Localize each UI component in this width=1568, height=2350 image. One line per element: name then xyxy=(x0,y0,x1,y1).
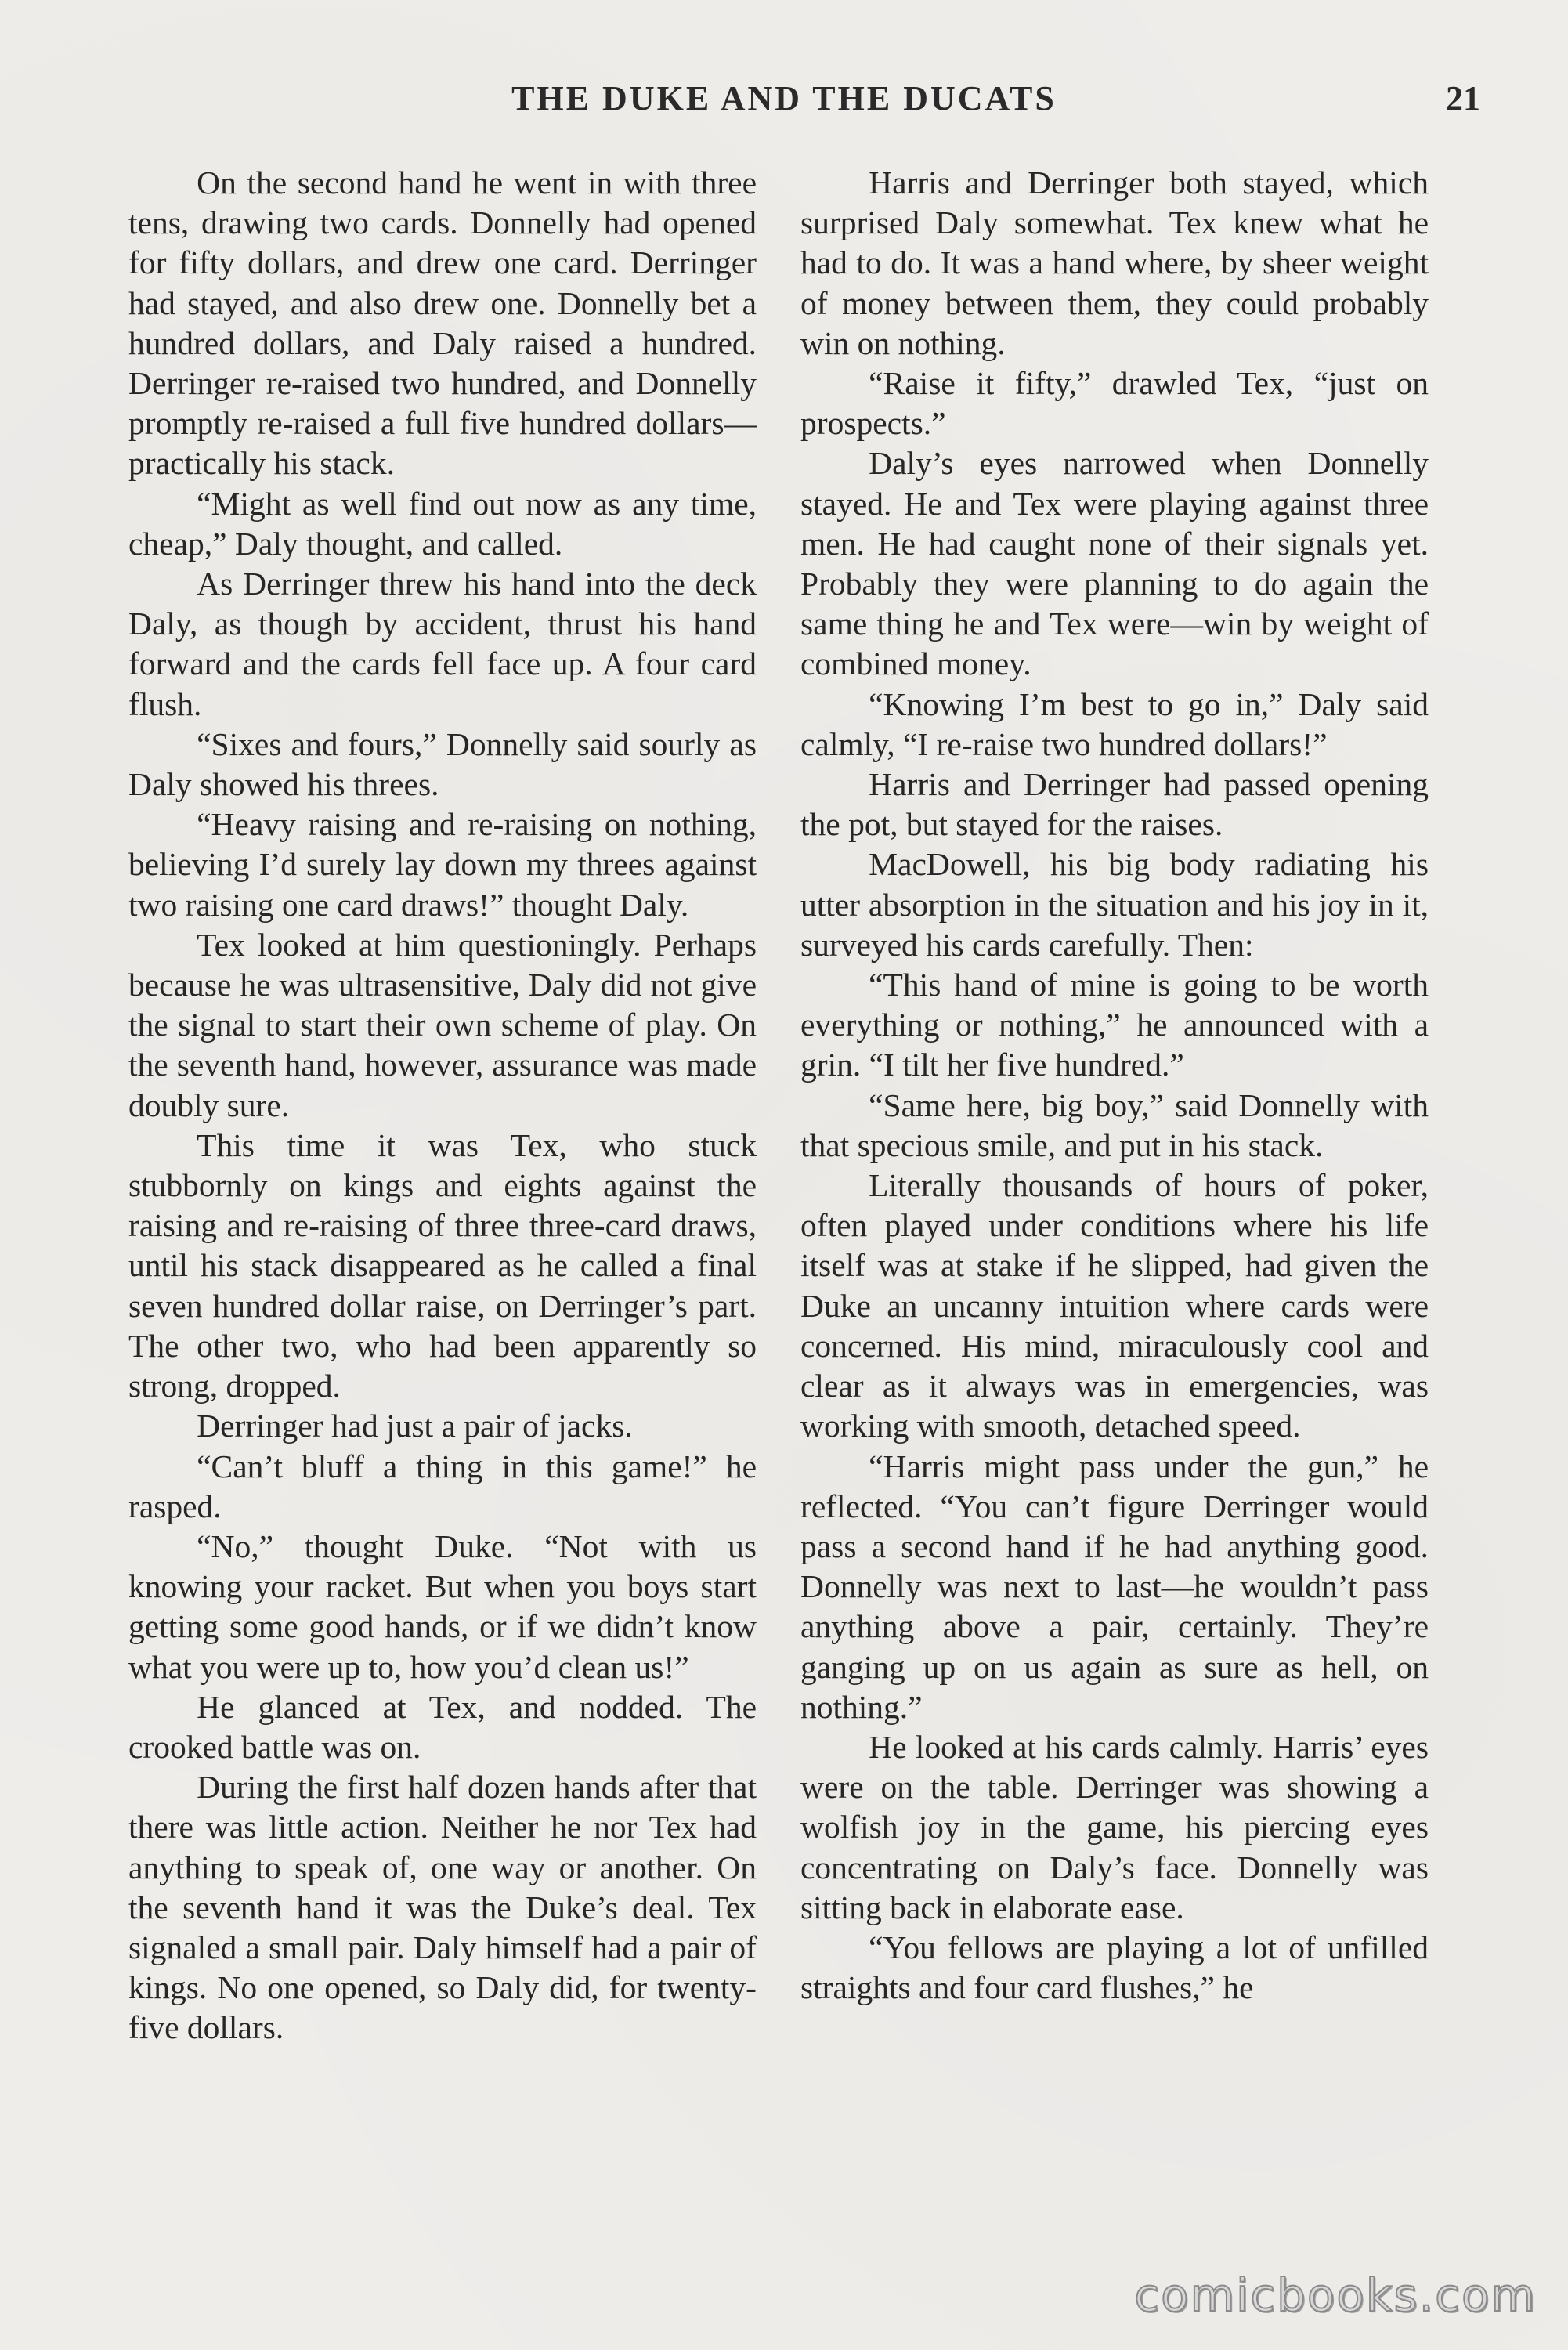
paragraph: He looked at his cards calmly. Harris’ eyes were on the table. Derringer was showing a wolfish joy in the game, his piercing eyes concentrating on Daly’s face. Donnelly was sitting back in elaborate ease. xyxy=(800,1728,1429,1925)
paragraph: “Sixes and fours,” Donnelly said sourly as Daly showed his threes. xyxy=(128,725,757,803)
paragraph: “Might as well find out now as any time, cheap,” Daly thought, and called. xyxy=(128,485,757,562)
paragraph: Daly’s eyes narrowed when Donnelly stayed. He and Tex were playing against three men. He had caught none of their signals yet. Probably they were planning to do again the same thing he and Tex were—win by weight of combined money. xyxy=(800,445,1429,682)
paragraph: Harris and Derringer had passed opening the pot, but stayed for the raises. xyxy=(800,766,1429,843)
paragraph: This time it was Tex, who stuck stubbornly on kings and eights against the raising and re-raising of three three-card draws, until his stack disappeared as he called a final seven hundred dollar raise, on Derringer’s part. The other two, who had been apparently so strong, dropped. xyxy=(128,1126,757,1405)
paragraph: Derringer had just a pair of jacks. xyxy=(197,1408,633,1444)
paragraph: “Can’t bluff a thing in this game!” he rasped. xyxy=(128,1448,757,1524)
paragraph: He glanced at Tex, and nodded. The crooked battle was on. xyxy=(128,1688,757,1765)
paragraph: “Same here, big boy,” said Donnelly with that specious smile, and put in his stack. xyxy=(800,1086,1429,1163)
paragraph: Tex looked at him questioningly. Perhaps because he was ultrasensitive, Daly did not give the signal to start their own scheme of play. On the seventh hand, however, assurance was made doubly sure. xyxy=(128,926,757,1123)
running-title: THE DUKE AND THE DUCATS xyxy=(511,79,1057,118)
running-header xyxy=(0,78,1568,125)
left-text-column xyxy=(128,163,757,2048)
paragraph: “You fellows are playing a lot of unfilled straights and four card flushes,” he xyxy=(800,1929,1429,2006)
paragraph: Literally thousands of hours of poker, often played under conditions where his life itself was at stake if he slipped, had given the Duke an uncanny intuition where cards were concerned. His mind, miraculously cool and clear as it always was in emergencies, was working with smooth, detached speed. xyxy=(800,1167,1429,1444)
paragraph: During the first half dozen hands after that there was little action. Neither he nor Tex had anything to speak of, one way or another. On the seventh hand it was the Duke’s deal. Tex signaled a small pair. Daly himself had a pair of kings. No one opened, so Daly did, for twenty-five dollars. xyxy=(128,1769,757,2046)
right-text-column xyxy=(800,163,1429,2008)
paragraph: “Harris might pass under the gun,” he reflected. “You can’t figure Derringer would pass a second hand if he had anything good. Donnelly was next to last—he wouldn’t pass anything above a pair, certainly. They’re ganging up on us again as sure as hell, on nothing.” xyxy=(800,1448,1429,1725)
paragraph: On the second hand he went in with three tens, drawing two cards. Donnelly had opened for fifty dollars, and drew one card. Derringer had stayed, and also drew one. Donnelly bet a hundred dollars, and Daly raised a hundred. Derringer re-raised two hundred, and Donnelly promptly re-raised a full five hundred dollars—practically his stack. xyxy=(128,164,757,482)
paragraph: Harris and Derringer both stayed, which surprised Daly somewhat. Tex knew what he had to do. It was a hand where, by sheer weight of money between them, they could probably win on nothing. xyxy=(800,164,1429,361)
paragraph: “Knowing I’m best to go in,” Daly said calmly, “I re-raise two hundred dollars!” xyxy=(800,685,1429,762)
paragraph: “Heavy raising and re-raising on nothing, believing I’d surely lay down my threes against two raising one card draws!” thought Daly. xyxy=(128,806,757,923)
paragraph: “No,” thought Duke. “Not with us knowing your racket. But when you boys start getting some good hands, or if we didn’t know what you were up to, how you’d clean us!” xyxy=(128,1528,757,1685)
page-number: 21 xyxy=(1446,79,1480,118)
watermark: comicbooks.com xyxy=(1134,2269,1537,2322)
paragraph: “Raise it fifty,” drawled Tex, “just on prospects.” xyxy=(800,365,1429,442)
paragraph: MacDowell, his big body radiating his utter absorption in the situation and his joy in it, surveyed his cards carefully. Then: xyxy=(800,846,1429,963)
paragraph: As Derringer threw his hand into the deck Daly, as though by accident, thrust his hand forward and the cards fell face up. A four card flush. xyxy=(128,566,757,722)
paragraph: “This hand of mine is going to be worth everything or nothing,” he announced with a grin. “I tilt her five hundred.” xyxy=(800,967,1429,1083)
